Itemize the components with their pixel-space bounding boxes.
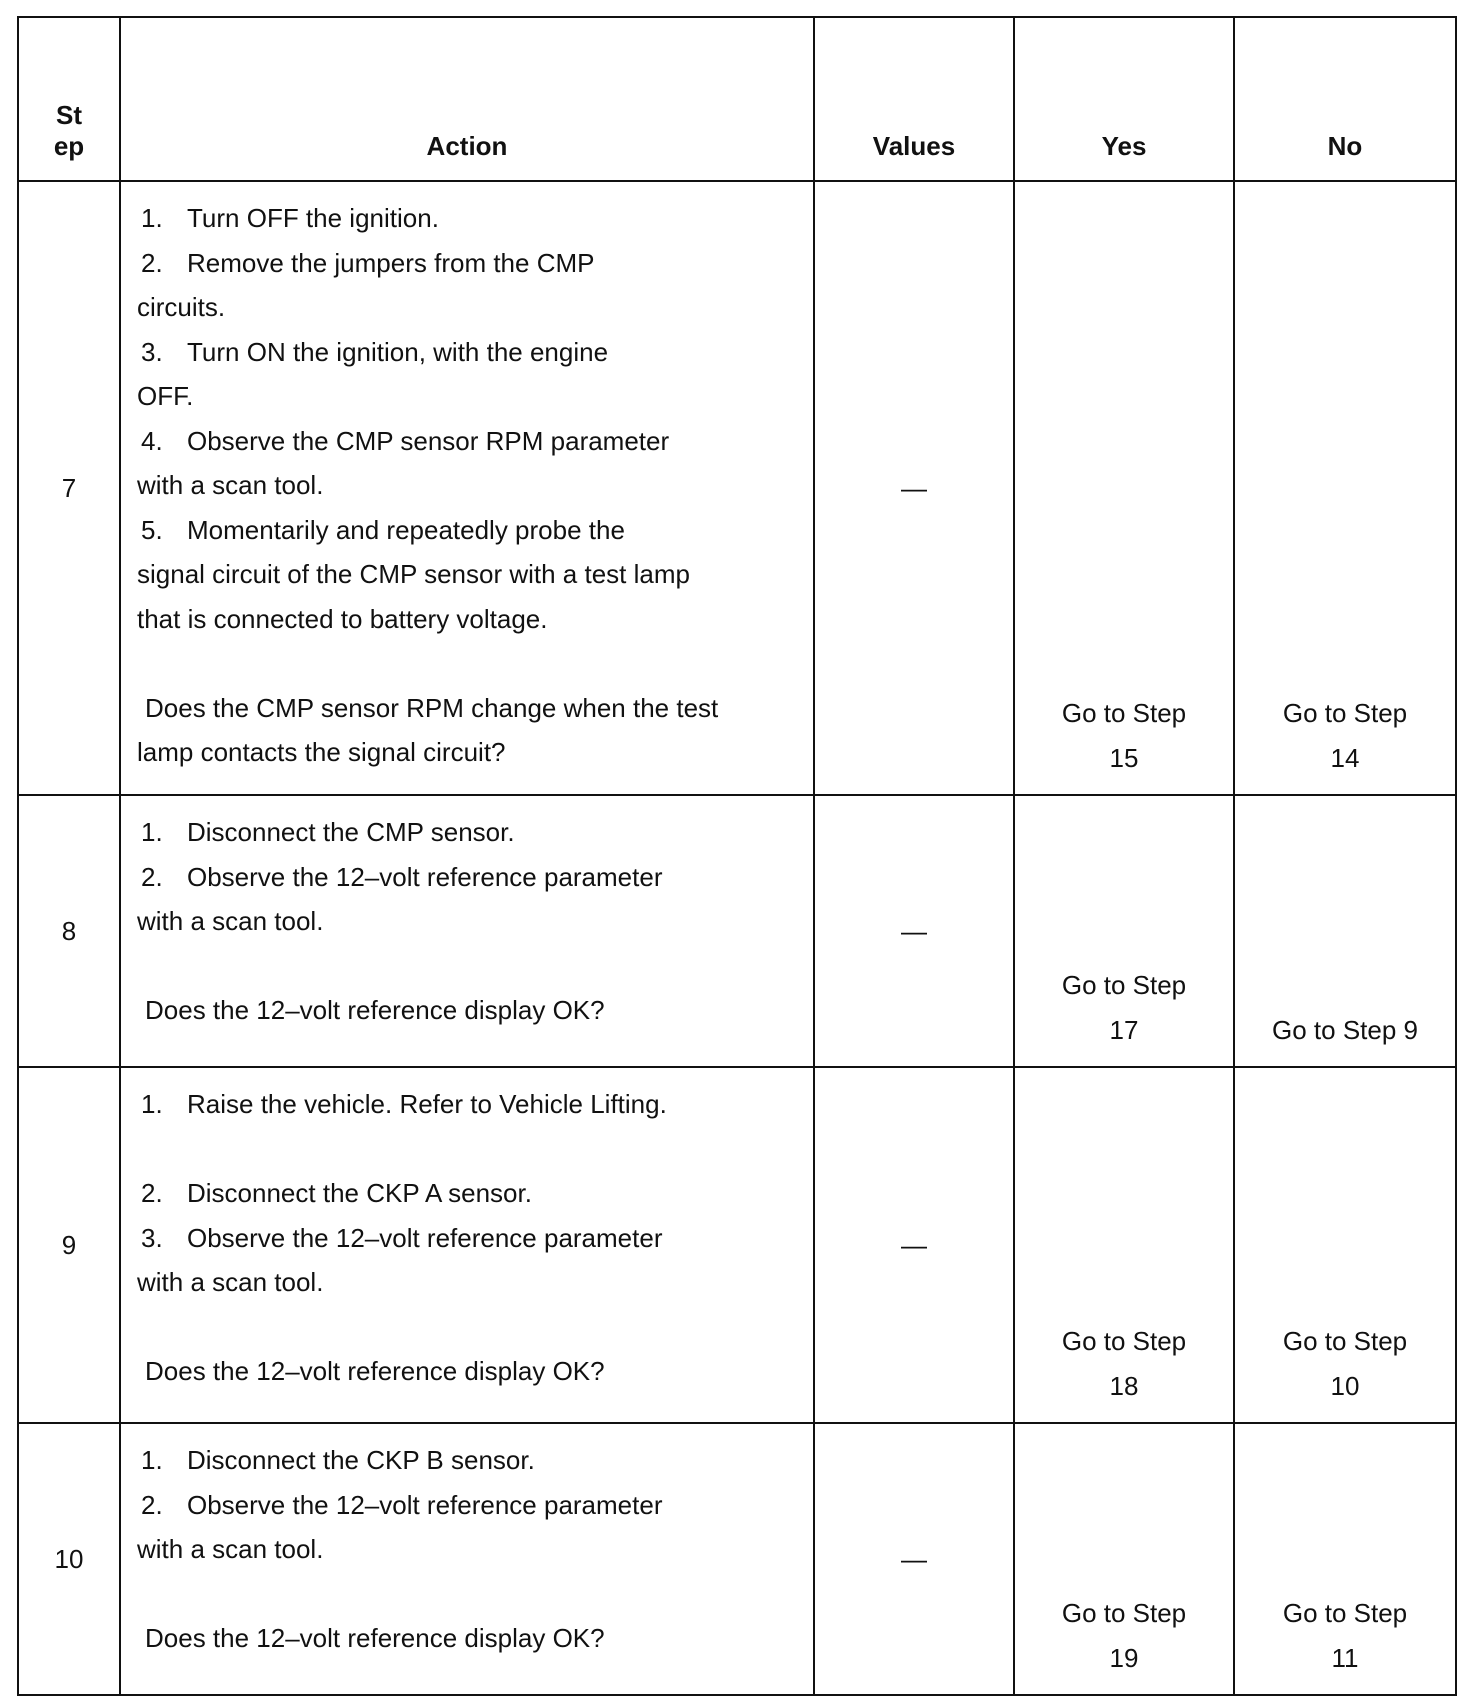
yes-result-text: Go to Step	[1061, 1598, 1187, 1628]
action-item-number: 2.	[141, 861, 163, 892]
action-item-text: Disconnect the CKP A sensor.	[187, 1178, 532, 1208]
yes-result-cell	[1014, 795, 1234, 1067]
blank-line	[137, 944, 803, 989]
blank-line	[137, 1127, 803, 1172]
yes-result-cell	[1014, 181, 1234, 795]
action-item-line	[137, 810, 803, 855]
step-number: 8	[18, 795, 120, 1067]
action-item-text: that is connected to battery voltage.	[137, 603, 548, 634]
action-item-line	[137, 899, 803, 944]
values-cell: —	[814, 795, 1014, 1067]
action-item-text: signal circuit of the CMP sensor with a test lamp	[137, 559, 690, 589]
action-item-line	[137, 855, 803, 900]
action-item-text: Turn ON the ignition, with the engine	[187, 336, 609, 367]
action-cell	[120, 795, 814, 1067]
action-item-number: 5.	[141, 514, 163, 545]
action-item-text: with a scan tool.	[137, 470, 324, 500]
action-item-line	[137, 1527, 803, 1572]
no-result-text: 11	[1331, 1642, 1359, 1673]
action-item-text: OFF.	[137, 381, 194, 411]
action-item-text: with a scan tool.	[137, 906, 324, 936]
no-result-text: 10	[1330, 1370, 1360, 1401]
diagnostic-steps-table	[17, 16, 1457, 1696]
action-item-line	[137, 285, 803, 330]
values-cell: —	[814, 181, 1014, 795]
yes-result-text: 17	[1109, 1014, 1139, 1045]
action-item-line	[137, 330, 803, 375]
action-item-number: 4.	[141, 425, 163, 456]
action-item-line	[137, 508, 803, 553]
action-cell	[120, 1067, 814, 1423]
action-item-text: Disconnect the CKP B sensor.	[187, 1445, 535, 1475]
yes-result-text: 18	[1109, 1370, 1139, 1401]
action-item-number: 2.	[141, 1178, 163, 1208]
table-row	[18, 1423, 1456, 1695]
header-step	[18, 17, 120, 181]
action-item-text: circuits.	[137, 292, 226, 322]
step-number: 9	[18, 1067, 120, 1423]
header-action: Action	[120, 17, 814, 181]
action-item-number: 1.	[141, 817, 163, 847]
step-number: 7	[18, 181, 120, 795]
action-item-line	[137, 597, 803, 642]
yes-result-cell	[1014, 1067, 1234, 1423]
no-result-cell	[1234, 1423, 1456, 1695]
action-item-text: Turn OFF the ignition.	[187, 203, 439, 233]
yes-result-text: Go to Step	[1061, 698, 1187, 728]
no-result-cell	[1234, 795, 1456, 1067]
action-item-number: 3.	[141, 1222, 163, 1253]
values-cell: —	[814, 1067, 1014, 1423]
diagnostic-steps-sheet	[17, 16, 1457, 1673]
action-item-line	[137, 1438, 803, 1483]
action-item-line	[137, 419, 803, 464]
action-item-line	[137, 1171, 803, 1216]
table-row	[18, 1067, 1456, 1423]
action-item-text: with a scan tool.	[137, 1534, 324, 1564]
action-item-line	[137, 241, 803, 286]
action-question: lamp contacts the signal circuit?	[137, 737, 506, 767]
header-step-line-2: ep	[53, 131, 85, 161]
action-item-text: Remove the jumpers from the CMP	[187, 247, 595, 278]
action-question: Does the CMP sensor RPM change when the test	[145, 692, 719, 723]
yes-result-text: Go to Step	[1061, 1326, 1187, 1356]
action-item-number: 2.	[141, 247, 163, 278]
no-result-text: Go to Step 9	[1272, 1014, 1418, 1045]
table-row	[18, 181, 1456, 795]
header-values: Values	[814, 17, 1014, 181]
action-item-number: 2.	[141, 1489, 163, 1520]
action-item-line	[137, 1483, 803, 1528]
step-number: 10	[18, 1423, 120, 1695]
no-result-cell	[1234, 181, 1456, 795]
action-item-text: Observe the 12–volt reference parameter	[187, 1222, 663, 1253]
action-item-number: 3.	[141, 336, 163, 367]
action-cell	[120, 181, 814, 795]
action-question: Does the 12–volt reference display OK?	[145, 995, 605, 1025]
header-step-line-1: St	[56, 100, 82, 130]
blank-line	[137, 1572, 803, 1617]
table-body	[18, 181, 1456, 1695]
action-item-text: Raise the vehicle. Refer to Vehicle Lifting.	[187, 1089, 667, 1119]
action-item-line	[137, 1260, 803, 1305]
action-cell	[120, 1423, 814, 1695]
table-header-row	[18, 17, 1456, 181]
blank-line	[137, 641, 803, 686]
no-result-cell	[1234, 1067, 1456, 1423]
action-item-text: Observe the 12–volt reference parameter	[187, 861, 663, 892]
action-item-line	[137, 374, 803, 419]
blank-line	[137, 1305, 803, 1350]
action-item-number: 1.	[141, 203, 163, 233]
yes-result-text: 19	[1109, 1642, 1139, 1673]
action-question: Does the 12–volt reference display OK?	[145, 1356, 605, 1386]
yes-result-text: Go to Step	[1061, 970, 1187, 1000]
action-item-text: with a scan tool.	[137, 1267, 324, 1297]
values-cell: —	[814, 1423, 1014, 1695]
table-row	[18, 795, 1456, 1067]
no-result-text: Go to Step	[1282, 1326, 1408, 1356]
action-item-text: Observe the CMP sensor RPM parameter	[187, 425, 670, 456]
action-item-line	[137, 463, 803, 508]
action-item-text: Disconnect the CMP sensor.	[187, 817, 515, 847]
action-item-text: Observe the 12–volt reference parameter	[187, 1489, 663, 1520]
no-result-text: Go to Step	[1282, 1598, 1408, 1628]
no-result-text: 14	[1330, 742, 1360, 773]
action-item-line	[137, 1082, 803, 1127]
action-question: Does the 12–volt reference display OK?	[145, 1623, 605, 1653]
no-result-text: Go to Step	[1282, 698, 1408, 728]
yes-result-cell	[1014, 1423, 1234, 1695]
action-item-text: Momentarily and repeatedly probe the	[187, 514, 625, 545]
action-item-number: 1.	[141, 1445, 163, 1475]
action-item-line	[137, 1216, 803, 1261]
header-no: No	[1234, 17, 1456, 181]
yes-result-text: 15	[1109, 742, 1139, 773]
action-item-line	[137, 552, 803, 597]
action-item-number: 1.	[141, 1089, 163, 1119]
action-item-line	[137, 196, 803, 241]
header-yes: Yes	[1014, 17, 1234, 181]
